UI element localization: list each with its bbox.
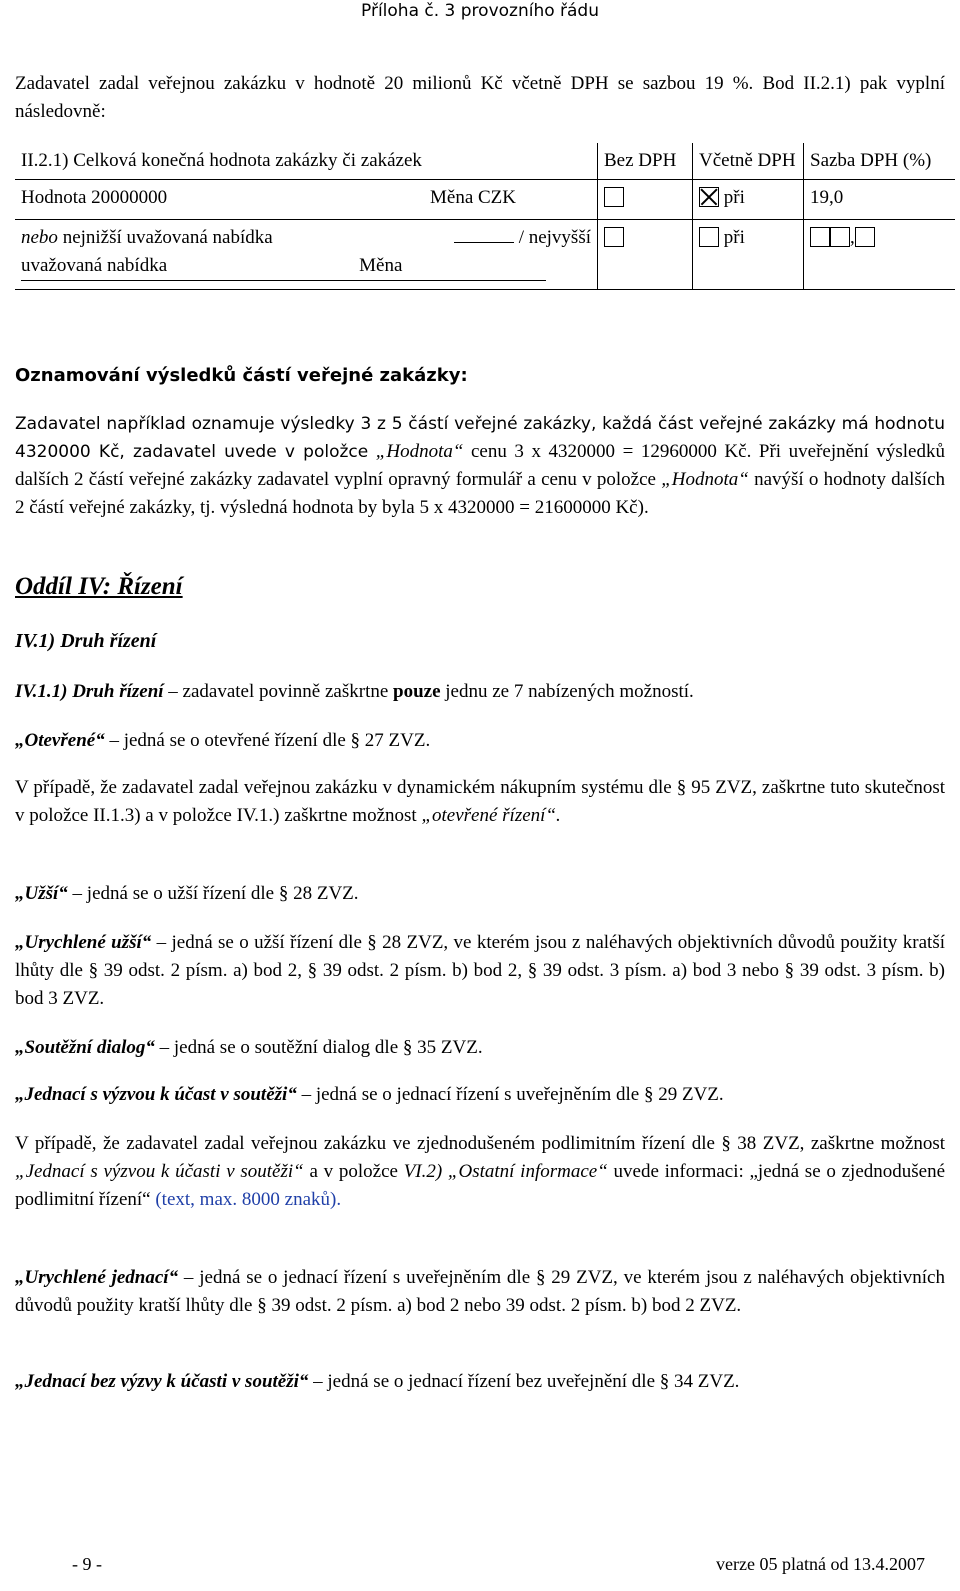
row2-bez-cell bbox=[598, 220, 693, 290]
version-info: verze 05 platná od 13.4.2007 bbox=[716, 1554, 925, 1574]
section-title: Oddíl IV: Řízení bbox=[15, 573, 183, 600]
row1-bez-cell bbox=[598, 180, 693, 220]
row2-blank bbox=[454, 242, 514, 243]
col-vcetne-dph: Včetně DPH bbox=[693, 143, 804, 180]
checkbox-bez-dph[interactable] bbox=[604, 187, 624, 207]
subsection-title: IV.1) Druh řízení bbox=[15, 630, 157, 652]
row1-hodnota: Hodnota 20000000 bbox=[21, 187, 168, 208]
item-uzsi: „Užší“ – jedná se o užší řízení dle § 28 ZVZ. bbox=[15, 883, 359, 904]
row1-pri: při bbox=[723, 187, 745, 208]
rate-digit-box-2[interactable] bbox=[830, 227, 850, 247]
row1-mena: Měna CZK bbox=[430, 187, 517, 208]
item-jednaci: „Jednací s výzvou k účast v soutěži“ – jedná se o jednací řízení s uveřejněním dle § 29 ZVZ. bbox=[15, 1084, 724, 1105]
row1-rate: 19,0 bbox=[804, 180, 956, 220]
item-dynamic: V případě, že zadavatel zadal veřejnou zakázku v dynamickém nákupním systému dle § 95 ZVZ, zaškrtne tuto skutečnost v položce II.1.3) a v položce IV.1.) zaškrtne možnost „otevřené řízení“. bbox=[15, 777, 945, 826]
page-header: Příloha č. 3 provozního řádu bbox=[361, 1, 599, 21]
row2-rate-cell bbox=[804, 220, 956, 290]
item-soutezni-dialog: „Soutěžní dialog“ – jedná se o soutěžní dialog dle § 35 ZVZ. bbox=[15, 1037, 483, 1058]
item-otevrene: „Otevřené“ – jedná se o otevřené řízení dle § 27 ZVZ. bbox=[15, 730, 431, 751]
item-urychlene-jednaci: „Urychlené jednací“ – jedná se o jednací řízení s uveřejněním dle § 29 ZVZ, ve kterém jsou z naléhavých objektivních důvodů použity kratší lhůty dle § 39 odst. 2 písm. a) bod 2 nebo 39 odst. 2 písm. b) bod 2 ZVZ. bbox=[15, 1267, 945, 1316]
col-sazba-dph: Sazba DPH (%) bbox=[804, 143, 956, 180]
vat-heading: II.2.1) Celková konečná hodnota zakázky či zakázek bbox=[15, 143, 598, 180]
rate-digit-box-1[interactable] bbox=[810, 227, 830, 247]
vat-table bbox=[15, 143, 955, 290]
row2-mena: Měna bbox=[359, 255, 403, 276]
row2-vcetne-cell bbox=[693, 220, 804, 290]
checkbox-vcetne-dph-2[interactable] bbox=[699, 227, 719, 247]
rate-digit-box-3[interactable] bbox=[855, 227, 875, 247]
item-jednaci-bez: „Jednací bez výzvy k účasti v soutěži“ – jedná se o jednací řízení bez uveřejnění dle § 34 ZVZ. bbox=[15, 1371, 740, 1392]
row2-text: nejnižší uvažovaná nabídka bbox=[62, 227, 273, 248]
row1-value-cell bbox=[15, 180, 598, 220]
item-druh-rizeni: IV.1.1) Druh řízení – zadavatel povinně zaškrtne pouze jednu ze 7 nabízených možností. bbox=[15, 681, 694, 702]
col-bez-dph: Bez DPH bbox=[598, 143, 693, 180]
checkbox-bez-dph-2[interactable] bbox=[604, 227, 624, 247]
results-paragraph: Zadavatel například oznamuje výsledky 3 z 5 částí veřejné zakázky, každá část veřejné zakázky má hodnotu 4320000 Kč, zadavatel uvede v položce „Hodnota“ cenu 3 x 4320000 = 12960000 Kč. Při uveřejnění výsledků dalších 2 částí veřejné zakázky zadavatel vyplní opravný formulář a cenu v položce „Hodnota“ navýší o hodnoty dalších 2 částí veřejné zakázky, tj. výsledná hodnota by byla 5 x 4320000 = 21600000 Kč). bbox=[15, 414, 945, 518]
item-urychlene-uzsi: „Urychlené užší“ – jedná se o užší řízení dle § 28 ZVZ, ve kterém jsou z naléhavých objektivních důvodů použity kratší lhůty dle § 39 odst. 2 písm. a) bod 2, § 39 odst. 2 písm. b) bod 2, § 39 odst. 3 písm. a) bod 3 nebo § 39 odst. 3 písm. b) bod 3 ZVZ. bbox=[15, 932, 945, 1009]
item-podlimitni: V případě, že zadavatel zadal veřejnou zakázku ve zjednodušeném podlimitním řízení dle § 38 ZVZ, zaškrtne možnost „Jednací s výzvou k účasti v soutěži“ a v položce VI.2) „Ostatní informace“ uvede informaci: „jedná se o zjednodušené podlimitní řízení“ (text, max. 8000 znaků). bbox=[15, 1133, 946, 1210]
checkbox-vcetne-dph-checked[interactable] bbox=[699, 187, 719, 207]
intro-paragraph: Zadavatel zadal veřejnou zakázku v hodnotě 20 milionů Kč včetně DPH se sazbou 19 %. Bod II.2.1) pak vyplní následovně: bbox=[15, 73, 945, 122]
row1-vcetne-cell bbox=[693, 180, 804, 220]
row2-value-cell bbox=[15, 220, 598, 290]
page-number: - 9 - bbox=[72, 1554, 102, 1574]
row2-text2: uvažovaná nabídka bbox=[21, 255, 168, 276]
results-heading: Oznamování výsledků částí veřejné zakázky: bbox=[15, 365, 468, 386]
row2-nebo: nebo bbox=[21, 227, 58, 248]
row2-comma: , bbox=[850, 227, 855, 248]
row2-pri: při bbox=[723, 227, 745, 248]
row2-slash: / nejvyšší bbox=[518, 227, 591, 248]
